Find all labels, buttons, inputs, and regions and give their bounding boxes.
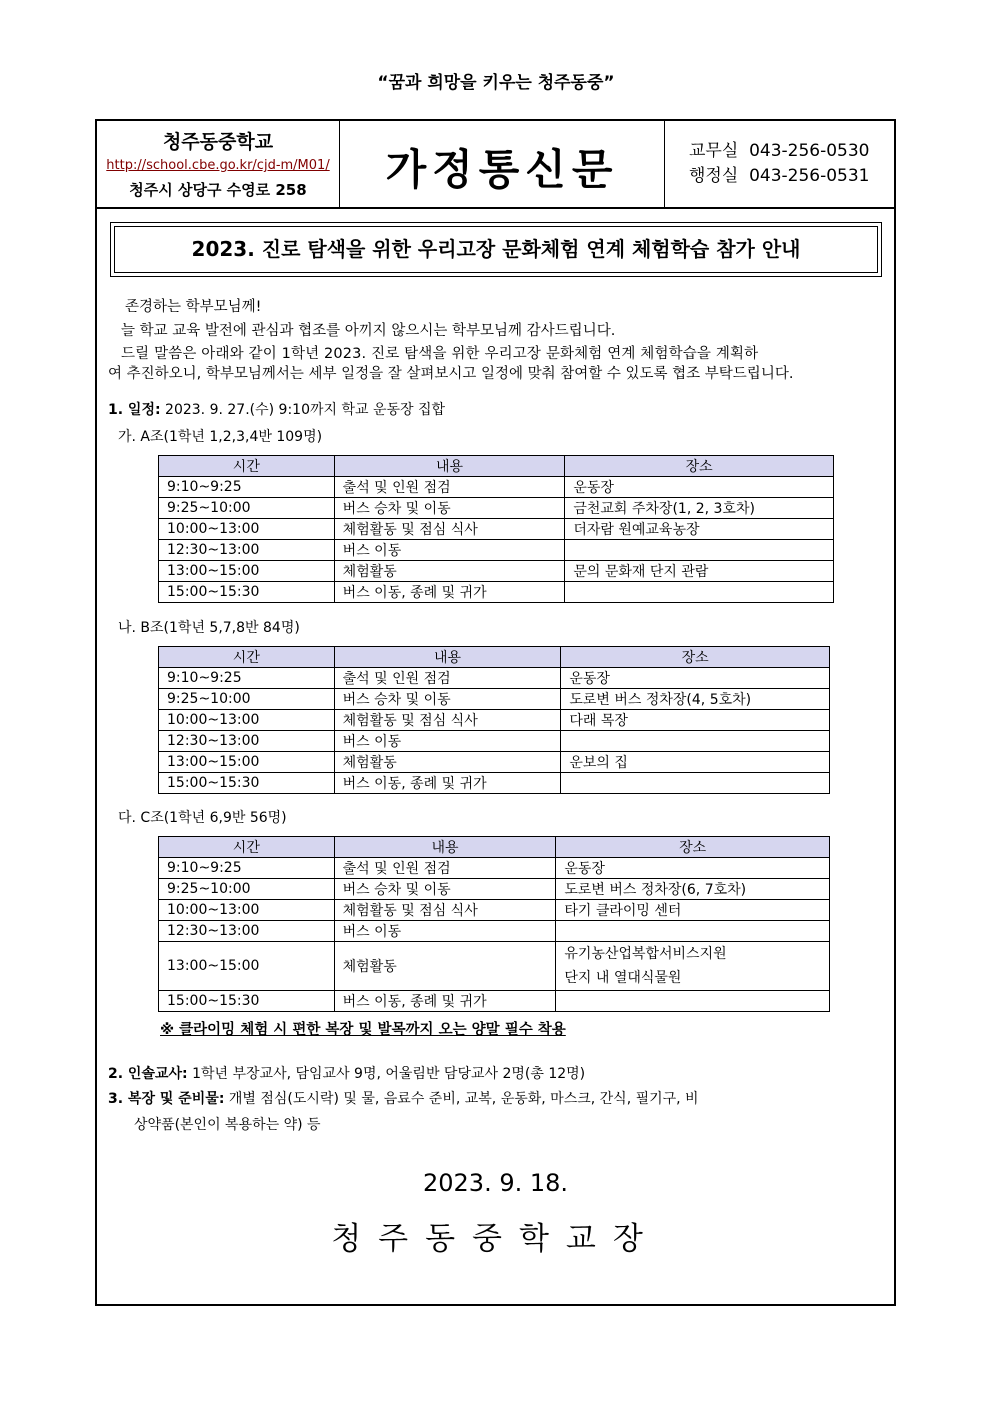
principal-signature: 청주동중학교장	[331, 1221, 660, 1257]
col-content: 내용	[334, 456, 565, 477]
cell-content: 버스 이동, 종례 및 귀가	[334, 991, 556, 1012]
schedule-text: 2023. 9. 27.(수) 9:10까지 학교 운동장 집합	[160, 402, 446, 418]
table-row	[159, 858, 830, 879]
group-a-label: 가. A조(1학년 1,2,3,4반 109명)	[118, 429, 323, 445]
col-place: 장소	[565, 456, 834, 477]
phone-office: 교무실 043-256-0530	[689, 141, 870, 161]
col-time: 시간	[159, 647, 335, 668]
cell-place: 금천교회 주차장(1, 2, 3호차)	[565, 498, 834, 519]
table-row	[159, 540, 834, 561]
cell-content: 버스 이동	[334, 540, 565, 561]
table-row	[159, 991, 830, 1012]
cell-time: 15:00~15:30	[159, 991, 335, 1012]
cell-content: 버스 승차 및 이동	[334, 498, 565, 519]
cell-time: 13:00~15:00	[159, 942, 335, 991]
cell-place-line-2: 단지 내 열대식물원	[564, 970, 682, 986]
table-row	[159, 879, 830, 900]
cell-time: 10:00~13:00	[159, 710, 335, 731]
cell-place: 문의 문화재 단지 관람	[565, 561, 834, 582]
supplies-line	[108, 1088, 699, 1108]
cell-time: 9:10~9:25	[159, 668, 335, 689]
cell-place: 운보의 집	[561, 752, 830, 773]
teachers-label: 2. 인솔교사:	[108, 1066, 188, 1082]
cell-place	[565, 540, 834, 561]
schedule-table-b	[158, 646, 830, 794]
col-content: 내용	[334, 647, 561, 668]
newsletter-title: 가정통신문	[385, 145, 619, 194]
cell-time: 15:00~15:30	[159, 773, 335, 794]
cell-time: 9:10~9:25	[159, 858, 335, 879]
teachers-line	[108, 1063, 585, 1083]
cell-content: 체험활동	[334, 752, 561, 773]
climbing-note: ※ 클라이밍 체험 시 편한 복장 및 발목까지 오는 양말 필수 착용	[160, 1022, 566, 1038]
newsletter-frame	[95, 119, 896, 1306]
cell-content: 출석 및 인원 점검	[334, 477, 565, 498]
table-row	[159, 731, 830, 752]
cell-time: 9:25~10:00	[159, 498, 335, 519]
cell-place: 더자람 원예교육농장	[565, 519, 834, 540]
cell-time: 10:00~13:00	[159, 519, 335, 540]
cell-time: 9:25~10:00	[159, 879, 335, 900]
cell-time: 15:00~15:30	[159, 582, 335, 603]
cell-content: 출석 및 인원 점검	[334, 668, 561, 689]
cell-place-line-1: 유기농산업복합서비스지원	[564, 946, 727, 962]
school-motto: “꿈과 희망을 키우는 청주동중”	[377, 73, 615, 93]
cell-content: 버스 이동, 종례 및 귀가	[334, 582, 565, 603]
greeting: 존경하는 학부모님께!	[125, 299, 262, 315]
cell-content: 체험활동	[334, 561, 565, 582]
cell-place	[556, 942, 830, 991]
cell-time: 9:10~9:25	[159, 477, 335, 498]
table-row	[159, 942, 830, 991]
notice-title: 2023. 진로 탐색을 위한 우리고장 문화체험 연계 체험학습 참가 안내	[114, 226, 878, 273]
teachers-text: 1학년 부장교사, 담임교사 9명, 어울림반 담당교사 2명(총 12명)	[187, 1066, 586, 1082]
cell-time: 12:30~13:00	[159, 921, 335, 942]
col-place: 장소	[556, 837, 830, 858]
schedule-table-c	[158, 836, 830, 1012]
cell-content: 버스 이동	[334, 731, 561, 752]
schedule-line	[108, 399, 445, 419]
cell-place	[565, 582, 834, 603]
cell-time: 12:30~13:00	[159, 540, 335, 561]
group-b-label: 나. B조(1학년 5,7,8반 84명)	[118, 620, 300, 636]
table-row	[159, 498, 834, 519]
school-info	[97, 121, 340, 207]
table-header-row	[159, 837, 830, 858]
school-address: 청주시 상당구 수영로 258	[129, 181, 307, 199]
cell-place	[561, 731, 830, 752]
phone-admin: 행정실 043-256-0531	[689, 166, 870, 186]
table-header-row	[159, 647, 830, 668]
cell-place	[556, 921, 830, 942]
intro-line-2: 늘 학교 교육 발전에 관심과 협조를 아끼지 않으시는 학부모님께 감사드립니다.	[121, 323, 616, 339]
table-row	[159, 477, 834, 498]
notice-title-box	[110, 222, 882, 277]
cell-time: 12:30~13:00	[159, 731, 335, 752]
cell-content: 체험활동 및 점심 식사	[334, 710, 561, 731]
issue-date: 2023. 9. 18.	[422, 1169, 569, 1197]
cell-time: 13:00~15:00	[159, 752, 335, 773]
cell-place: 도로변 버스 정차장(6, 7호차)	[556, 879, 830, 900]
cell-place: 도로변 버스 정차장(4, 5호차)	[561, 689, 830, 710]
intro-line-4: 여 추진하오니, 학부모님께서는 세부 일정을 잘 살펴보시고 일정에 맞춰 참여할 수 있도록 협조 부탁드립니다.	[108, 366, 794, 382]
table-row	[159, 689, 830, 710]
cell-content: 출석 및 인원 점검	[334, 858, 556, 879]
cell-content: 체험활동 및 점심 식사	[334, 900, 556, 921]
contact-info	[689, 139, 870, 189]
table-row	[159, 710, 830, 731]
cell-place: 운동장	[565, 477, 834, 498]
table-row	[159, 668, 830, 689]
schedule-label: 1. 일정:	[108, 402, 161, 418]
cell-time: 13:00~15:00	[159, 561, 335, 582]
cell-content: 체험활동	[334, 942, 556, 991]
cell-place	[561, 773, 830, 794]
supplies-label: 3. 복장 및 준비물:	[108, 1091, 225, 1107]
cell-place: 운동장	[561, 668, 830, 689]
table-row	[159, 773, 830, 794]
col-place: 장소	[561, 647, 830, 668]
cell-place	[556, 991, 830, 1012]
cell-place: 다래 목장	[561, 710, 830, 731]
table-row	[159, 752, 830, 773]
school-url-link[interactable]: http://school.cbe.go.kr/cjd-m/M01/	[106, 158, 330, 173]
group-c-label: 다. C조(1학년 6,9반 56명)	[118, 810, 287, 826]
table-row	[159, 519, 834, 540]
school-name: 청주동중학교	[162, 131, 274, 153]
cell-content: 버스 승차 및 이동	[334, 689, 561, 710]
table-row	[159, 582, 834, 603]
cell-content: 체험활동 및 점심 식사	[334, 519, 565, 540]
cell-content: 버스 이동	[334, 921, 556, 942]
supplies-text: 개별 점심(도시락) 및 물, 음료수 준비, 교복, 운동화, 마스크, 간식, 필기구, 비	[224, 1091, 699, 1107]
cell-content: 버스 이동, 종례 및 귀가	[334, 773, 561, 794]
table-row	[159, 900, 830, 921]
table-row	[159, 561, 834, 582]
letterhead	[97, 121, 894, 209]
intro-line-3: 드릴 말씀은 아래와 같이 1학년 2023. 진로 탐색을 위한 우리고장 문화체험 연계 체험학습을 계획하	[121, 346, 759, 362]
col-content: 내용	[334, 837, 556, 858]
cell-place: 타기 클라이밍 센터	[556, 900, 830, 921]
cell-time: 9:25~10:00	[159, 689, 335, 710]
cell-content: 버스 승차 및 이동	[334, 879, 556, 900]
table-row	[159, 921, 830, 942]
col-time: 시간	[159, 456, 335, 477]
supplies-line-2: 상약품(본인이 복용하는 약) 등	[134, 1117, 321, 1133]
col-time: 시간	[159, 837, 335, 858]
table-header-row	[159, 456, 834, 477]
schedule-table-a	[158, 455, 834, 603]
newsletter-title-cell	[340, 121, 665, 207]
cell-time: 10:00~13:00	[159, 900, 335, 921]
cell-place: 운동장	[556, 858, 830, 879]
